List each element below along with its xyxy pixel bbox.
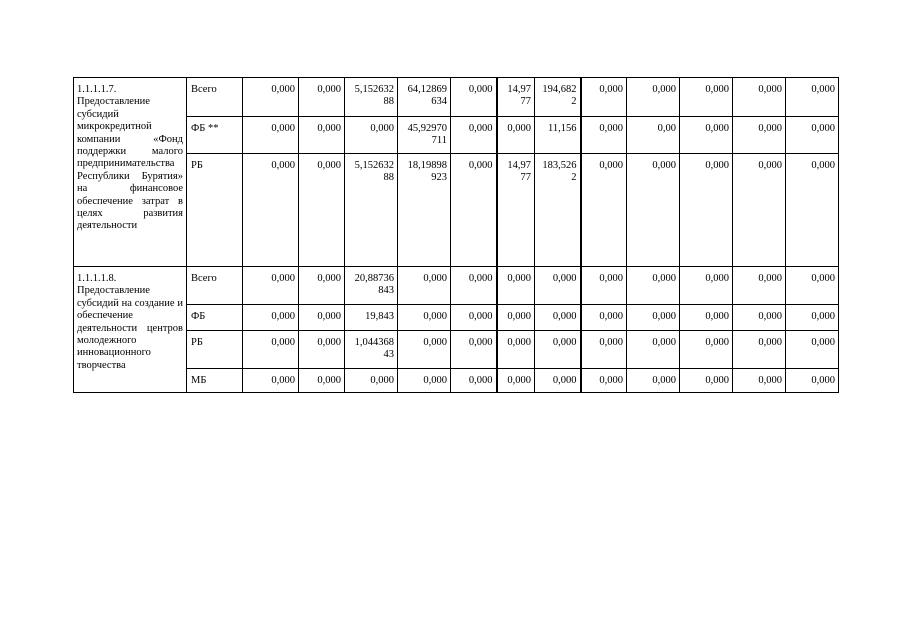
value-cell: 0,000 <box>733 78 786 117</box>
value-cell: 0,000 <box>451 154 497 267</box>
value-cell: 0,000 <box>581 369 627 393</box>
value-cell: 0,000 <box>786 78 839 117</box>
value-cell: 0,000 <box>733 267 786 305</box>
value-cell: 5,152632 88 <box>345 78 398 117</box>
table-row <box>74 78 839 117</box>
value-cell: 0,000 <box>581 267 627 305</box>
value-cell: 0,000 <box>627 154 680 267</box>
value-cell: 0,000 <box>581 78 627 117</box>
value-cell: 0,000 <box>581 117 627 154</box>
value-cell: 0,000 <box>398 369 451 393</box>
value-cell: 14,97 77 <box>497 78 535 117</box>
value-cell: 0,000 <box>451 117 497 154</box>
value-cell: 0,000 <box>680 331 733 369</box>
value-cell: 0,000 <box>345 117 398 154</box>
value-cell: 0,000 <box>243 369 299 393</box>
value-cell: 0,000 <box>535 305 581 331</box>
value-cell: 0,000 <box>299 331 345 369</box>
value-cell: 64,12869 634 <box>398 78 451 117</box>
value-cell: 14,97 77 <box>497 154 535 267</box>
value-cell: 11,156 <box>535 117 581 154</box>
value-cell: 0,000 <box>398 267 451 305</box>
value-cell: 0,000 <box>535 369 581 393</box>
value-cell: 0,000 <box>345 369 398 393</box>
value-cell: 0,000 <box>535 331 581 369</box>
funding-source: Всего <box>187 267 243 305</box>
value-cell: 0,000 <box>535 267 581 305</box>
value-cell: 0,000 <box>786 267 839 305</box>
value-cell: 0,00 <box>627 117 680 154</box>
value-cell: 0,000 <box>627 369 680 393</box>
funding-source: Всего <box>187 78 243 117</box>
table-row <box>74 331 839 369</box>
value-cell: 0,000 <box>627 331 680 369</box>
value-cell: 0,000 <box>299 267 345 305</box>
value-cell: 1,044368 43 <box>345 331 398 369</box>
value-cell: 0,000 <box>733 369 786 393</box>
value-cell: 0,000 <box>398 331 451 369</box>
table-row <box>74 267 839 305</box>
funding-source: МБ <box>187 369 243 393</box>
value-cell: 0,000 <box>243 154 299 267</box>
value-cell: 18,19898 923 <box>398 154 451 267</box>
value-cell: 0,000 <box>299 117 345 154</box>
value-cell: 0,000 <box>451 369 497 393</box>
value-cell: 0,000 <box>451 331 497 369</box>
table-row <box>74 369 839 393</box>
value-cell: 0,000 <box>497 369 535 393</box>
value-cell: 20,88736 843 <box>345 267 398 305</box>
value-cell: 194,682 2 <box>535 78 581 117</box>
value-cell: 0,000 <box>733 117 786 154</box>
row-description: 1.1.1.1.7. Предоставление субсидий микрокредитной компании «Фонд поддержки малого предпринимательства Республики Бурятия» на финансовое обеспечение затрат в целях развития деятельности <box>74 78 187 267</box>
value-cell: 0,000 <box>243 117 299 154</box>
value-cell: 0,000 <box>497 117 535 154</box>
table-row <box>74 117 839 154</box>
value-cell: 0,000 <box>299 154 345 267</box>
funding-source: РБ <box>187 154 243 267</box>
value-cell: 0,000 <box>243 78 299 117</box>
value-cell: 0,000 <box>398 305 451 331</box>
value-cell: 0,000 <box>299 305 345 331</box>
value-cell: 0,000 <box>733 305 786 331</box>
table-body <box>74 78 839 393</box>
value-cell: 0,000 <box>786 154 839 267</box>
funding-source: ФБ <box>187 305 243 331</box>
value-cell: 0,000 <box>451 267 497 305</box>
value-cell: 0,000 <box>581 331 627 369</box>
value-cell: 0,000 <box>497 267 535 305</box>
value-cell: 0,000 <box>786 369 839 393</box>
table-row <box>74 154 839 267</box>
value-cell: 0,000 <box>243 331 299 369</box>
value-cell: 0,000 <box>680 78 733 117</box>
value-cell: 0,000 <box>680 305 733 331</box>
value-cell: 0,000 <box>581 305 627 331</box>
value-cell: 0,000 <box>299 78 345 117</box>
value-cell: 183,526 2 <box>535 154 581 267</box>
value-cell: 0,000 <box>680 117 733 154</box>
value-cell: 0,000 <box>451 305 497 331</box>
value-cell: 0,000 <box>627 305 680 331</box>
funding-source: РБ <box>187 331 243 369</box>
value-cell: 0,000 <box>733 331 786 369</box>
value-cell: 0,000 <box>733 154 786 267</box>
table-row <box>74 305 839 331</box>
value-cell: 0,000 <box>680 369 733 393</box>
value-cell: 0,000 <box>243 305 299 331</box>
value-cell: 0,000 <box>627 78 680 117</box>
value-cell: 0,000 <box>497 305 535 331</box>
value-cell: 19,843 <box>345 305 398 331</box>
value-cell: 0,000 <box>786 117 839 154</box>
value-cell: 0,000 <box>786 331 839 369</box>
value-cell: 0,000 <box>581 154 627 267</box>
value-cell: 0,000 <box>680 154 733 267</box>
value-cell: 45,92970 711 <box>398 117 451 154</box>
value-cell: 0,000 <box>497 331 535 369</box>
row-description: 1.1.1.1.8. Предоставление субсидий на создание и обеспечение деятельности центров молодежного инновационного творчества <box>74 267 187 393</box>
value-cell: 0,000 <box>451 78 497 117</box>
funding-source: ФБ ** <box>187 117 243 154</box>
budget-table <box>73 77 839 393</box>
value-cell: 0,000 <box>243 267 299 305</box>
value-cell: 0,000 <box>786 305 839 331</box>
value-cell: 0,000 <box>627 267 680 305</box>
value-cell: 5,152632 88 <box>345 154 398 267</box>
value-cell: 0,000 <box>299 369 345 393</box>
value-cell: 0,000 <box>680 267 733 305</box>
